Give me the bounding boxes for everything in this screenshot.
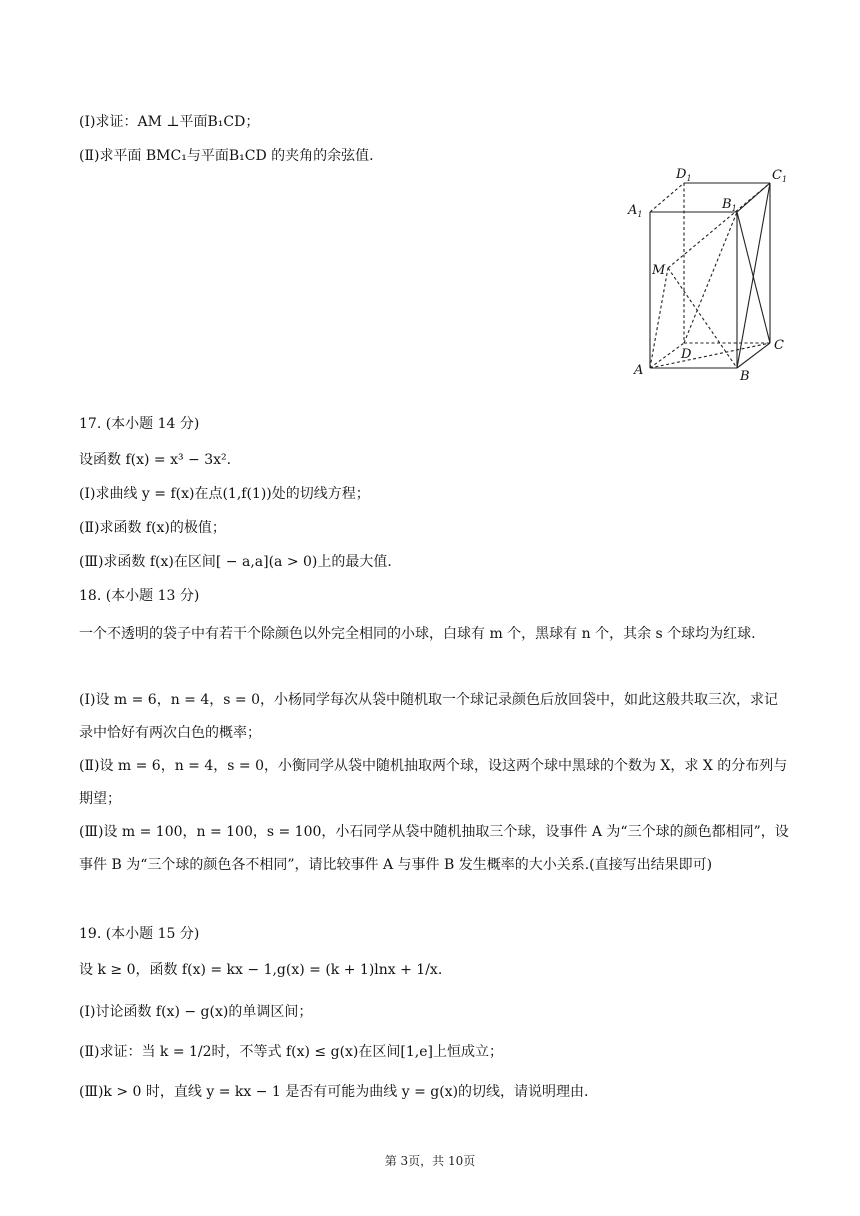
label-b: B xyxy=(740,369,750,384)
p19-header: 19. (本小题 15 分) xyxy=(79,926,200,942)
label-m: M xyxy=(652,263,666,278)
prism-figure xyxy=(622,166,792,386)
p17-part-ii: (Ⅱ)求函数 f(x)的极值； xyxy=(79,520,226,536)
p17-stem: 设函数 f(x) = x³ − 3x². xyxy=(79,452,232,468)
p18-part-i: (I)设 m = 6，n = 4，s = 0，小杨同学每次从袋中随机取一个球记录颜色后放回袋中，如此这般共取三次，求记录中恰好有两次白色的概率； xyxy=(79,692,778,741)
segment-ac xyxy=(650,343,770,368)
segment-am xyxy=(650,268,668,368)
p18-header: 18. (本小题 13 分) xyxy=(79,588,200,604)
label-d: D xyxy=(681,347,692,362)
p16-part-ii: (Ⅱ)求平面 BMC₁与平面B₁CD 的夹角的余弦值. xyxy=(79,148,374,164)
p19-part-ii: (Ⅱ)求证：当 k = 1/2时，不等式 f(x) ≤ g(x)在区间[1,e]上恒成立； xyxy=(79,1044,503,1060)
p18-part-iii: (Ⅲ)设 m = 100，n = 100，s = 100，小石同学从袋中随机抽取三个球，设事件 A 为“三个球的颜色都相同”，设事件 B 为“三个球的颜色各不相同”，请比较事件 A 与事件 B 发生概率的大小关系.(直接写出结果即可) xyxy=(79,824,789,873)
p19-part-i: (I)讨论函数 f(x) − g(x)的单调区间； xyxy=(79,1004,313,1020)
label-a1: $A_1$ xyxy=(628,203,643,219)
p16-part-i: (I)求证：AM ⊥平面B₁CD； xyxy=(79,114,260,130)
p18-part-ii: (Ⅱ)设 m = 6，n = 4，s = 0，小衡同学从袋中随机抽取两个球，设这两个球中黑球的个数为 X，求 X 的分布列与期望； xyxy=(79,758,788,807)
label-c1: $C_1$ xyxy=(772,168,788,184)
edge-a1d1 xyxy=(650,183,684,212)
p18-stem: 一个不透明的袋子中有若干个除颜色以外完全相同的小球，白球有 m 个，黑球有 n 个，其余 s 个球均为红球. xyxy=(79,626,756,642)
label-a: A xyxy=(634,363,644,378)
label-b1: $B_1$ xyxy=(722,197,737,213)
segment-mb xyxy=(668,268,737,368)
label-d1: $D_1$ xyxy=(676,167,692,183)
p19-part-iii: (Ⅲ)k > 0 时，直线 y = kx − 1 是否有可能为曲线 y = g(x)的切线，请说明理由. xyxy=(79,1084,589,1100)
p17-header: 17. (本小题 14 分) xyxy=(79,416,200,432)
label-c: C xyxy=(774,338,784,353)
edge-c1b xyxy=(737,183,770,368)
p17-part-i: (Ⅰ)求曲线 y = f(x)在点(1,f(1))处的切线方程； xyxy=(79,486,370,502)
page-number: 第 3页，共 10页 xyxy=(384,1154,476,1168)
p17-part-iii: (Ⅲ)求函数 f(x)在区间[ − a,a](a > 0)上的最大值. xyxy=(79,554,392,570)
prism-diagram xyxy=(622,166,792,386)
segment-db1 xyxy=(684,212,737,343)
p19-stem: 设 k ≥ 0，函数 f(x) = kx − 1,g(x) = (k + 1)lnx + 1/x. xyxy=(79,962,443,978)
